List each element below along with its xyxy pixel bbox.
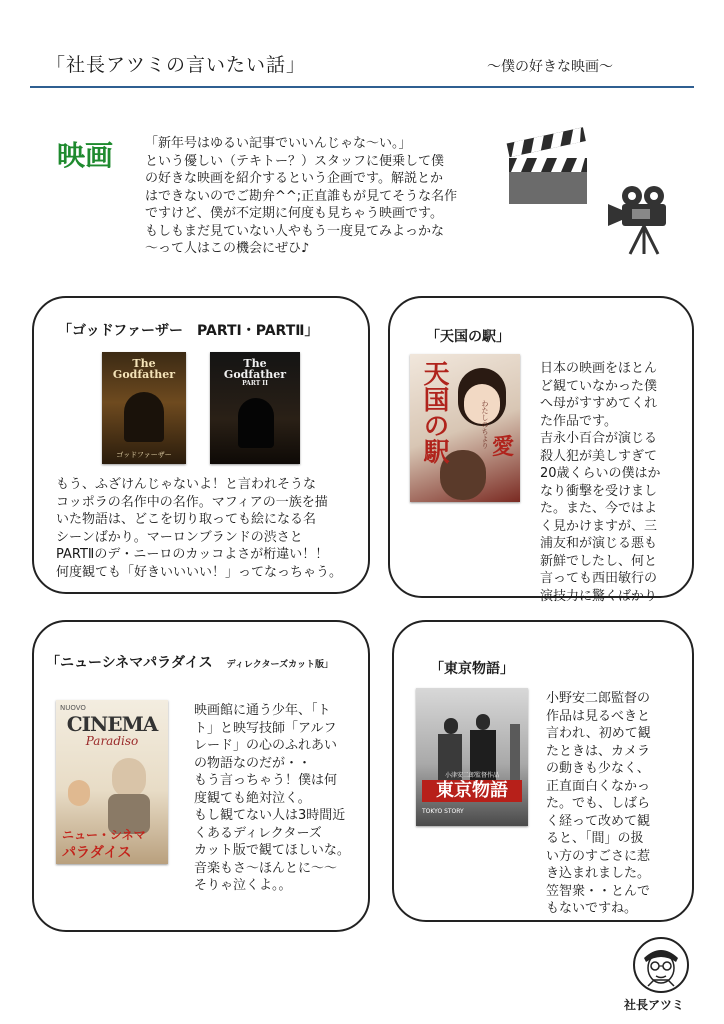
tengoku-poster xyxy=(410,354,520,502)
tengoku-card xyxy=(388,296,694,604)
cinema-title-small: ディレクターズカット版」 xyxy=(226,660,333,670)
poster-title-line: PART II xyxy=(242,380,268,387)
body-line: く経って改めて観 xyxy=(546,813,651,829)
body-line: カット版で観てほしいな。 xyxy=(194,843,350,858)
page-title: 「社長アツミの言いたい話」 xyxy=(46,54,307,76)
poster-title-line: Godfather xyxy=(223,368,287,381)
godfather-part2-poster xyxy=(210,352,300,464)
body-line: レード」の心のふれあい xyxy=(194,738,338,753)
intro-line: もしもまだ見ていない人やもう一度見てみよっかな xyxy=(145,223,445,239)
author-label: 社長アツミ xyxy=(624,998,685,1012)
body-line: き込まれました。 xyxy=(546,866,651,881)
body-line: 吉永小百合が演じる xyxy=(540,431,658,446)
poster-jp-title-line: ニュー・シネマ xyxy=(62,828,146,842)
body-line: 作品は見るべきと xyxy=(546,708,651,724)
body-line: もないですね。 xyxy=(546,901,638,916)
body-line: 言われ、初めて観 xyxy=(546,726,651,741)
cinema-body xyxy=(194,702,366,895)
body-line: 度観ても絶対泣く。 xyxy=(194,790,311,806)
intro-line: という優しい（テキトー？）スタッフに便乗して僕 xyxy=(145,153,445,169)
movie-camera-icon xyxy=(604,184,676,256)
intro-line: ですけど、僕が不定期に何度も見ちゃう映画です。 xyxy=(145,206,443,221)
intro-line: 「新年号はゆるい記事でいいんじゃな〜い。」 xyxy=(145,136,412,151)
body-line: の物語なのだが・・ xyxy=(194,755,312,771)
poster-title-line: The xyxy=(132,357,156,370)
poster-small-text: わたしのちより xyxy=(481,400,489,449)
poster-jp-title-line: パラダイス xyxy=(62,845,132,861)
godfather-title: 「ゴッドファーザー PARTⅠ・PARTⅡ」 xyxy=(58,323,319,339)
godfather-card xyxy=(32,296,370,594)
godfather-poster xyxy=(102,352,186,464)
body-line: もう言っちゃう！僕は何 xyxy=(194,773,338,788)
body-line: 新鮮でしたし、何と xyxy=(540,553,658,569)
poster-top-text: NUOVO xyxy=(60,704,86,712)
tokyo-body xyxy=(546,690,686,918)
body-line: 何度観ても「好きいいいい！」ってなっちゃう。 xyxy=(56,564,343,580)
body-line: ると、「間」の扱 xyxy=(546,831,644,846)
intro-line: 〜って人はこの機会にぜひ♪ xyxy=(145,241,310,256)
cinema-card xyxy=(32,620,370,932)
page-subtitle: 〜僕の好きな映画〜 xyxy=(487,59,613,75)
body-line: 殺人犯が美しすぎて xyxy=(540,448,658,464)
intro-line: はできないのでご勘弁^^;正直誰もが見てそうな名作 xyxy=(145,188,458,204)
cinema-poster xyxy=(56,700,168,864)
body-line: 日本の映画をほとん xyxy=(540,361,658,376)
clapperboard-icon xyxy=(505,124,591,206)
header-divider xyxy=(30,86,694,88)
tokyo-poster xyxy=(416,688,528,826)
cinema-title xyxy=(46,652,333,672)
poster-script-text: Paradiso xyxy=(85,734,139,748)
body-line: く見かけますが、三 xyxy=(540,518,658,534)
body-line: 笠智衆・・とんで xyxy=(546,883,651,899)
body-line: もし観てない人は3時間近 xyxy=(194,808,346,823)
body-line: そりゃ泣くよ。。 xyxy=(194,878,292,893)
body-line: ど観ていなかった僕 xyxy=(540,378,658,394)
body-line: 演技力に驚くばかり xyxy=(540,588,658,604)
tokyo-card xyxy=(392,620,694,922)
author-portrait-icon xyxy=(632,936,690,994)
intro-line: の好きな映画を紹介するという企画です。解説とか xyxy=(145,171,443,186)
body-line: コッポラの名作中の名作。マフィアの一族を描 xyxy=(56,494,328,510)
body-line: 言っても西田敏行の xyxy=(540,571,658,586)
poster-side-text: 愛 xyxy=(492,434,515,460)
body-line: ト」と映写技師「アルフ xyxy=(194,720,337,736)
tengoku-body xyxy=(540,360,690,605)
body-line: 正直面白くなかっ xyxy=(546,778,651,794)
body-line: なり衝撃を受けまし xyxy=(540,483,658,499)
poster-title-line: The xyxy=(243,357,267,370)
intro-heading: 映画 xyxy=(57,139,114,172)
body-line: PARTⅡのデ・ニーロのカッコよさが桁違い！！ xyxy=(56,547,329,562)
body-line: た。また、今ではよ xyxy=(540,501,658,516)
tokyo-title: 「東京物語」 xyxy=(430,661,514,677)
body-line: 映画館に通う少年、「ト xyxy=(194,703,331,718)
godfather-body xyxy=(56,476,356,581)
body-line: たときは、カメラ xyxy=(546,743,651,759)
body-line: いた物語は、どこを切り取っても絵になる名 xyxy=(56,512,317,527)
cinema-title-main: 「ニューシネマパラダイス xyxy=(46,655,213,671)
body-line: 20歳くらいの僕はか xyxy=(540,466,661,481)
body-line: 浦友和が演じる悪も xyxy=(540,536,658,551)
body-line: い方のすごさに惹 xyxy=(546,848,651,864)
body-line: 音楽もさ〜ほんとに〜〜 xyxy=(194,860,338,876)
poster-caption: ゴッドファーザー xyxy=(116,451,172,459)
poster-title: 天国の駅 xyxy=(419,360,449,464)
body-line: へ母がすすめてくれ xyxy=(540,396,658,411)
body-line: もう、ふざけんじゃないよ！と言われそうな xyxy=(56,477,317,492)
body-line: た。でも、しばら xyxy=(546,796,651,811)
poster-title-line: Godfather xyxy=(112,368,176,381)
body-line: シーンばかり。マーロンブランドの渋さと xyxy=(56,529,303,545)
poster-en-title: TOKYO STORY xyxy=(422,808,464,815)
tengoku-title: 「天国の駅」 xyxy=(426,329,510,345)
poster-title: 東京物語 xyxy=(422,780,522,802)
body-line: た作品です。 xyxy=(540,413,617,429)
intro-text xyxy=(145,135,475,258)
body-line: くあるディレクターズ xyxy=(194,825,322,841)
poster-main-text: CINEMA xyxy=(66,712,158,736)
body-line: の動きも少なく、 xyxy=(546,761,650,776)
poster-small-text: 小津安二郎監督作品 xyxy=(444,772,499,779)
body-line: 小野安二郎監督の xyxy=(546,691,651,706)
